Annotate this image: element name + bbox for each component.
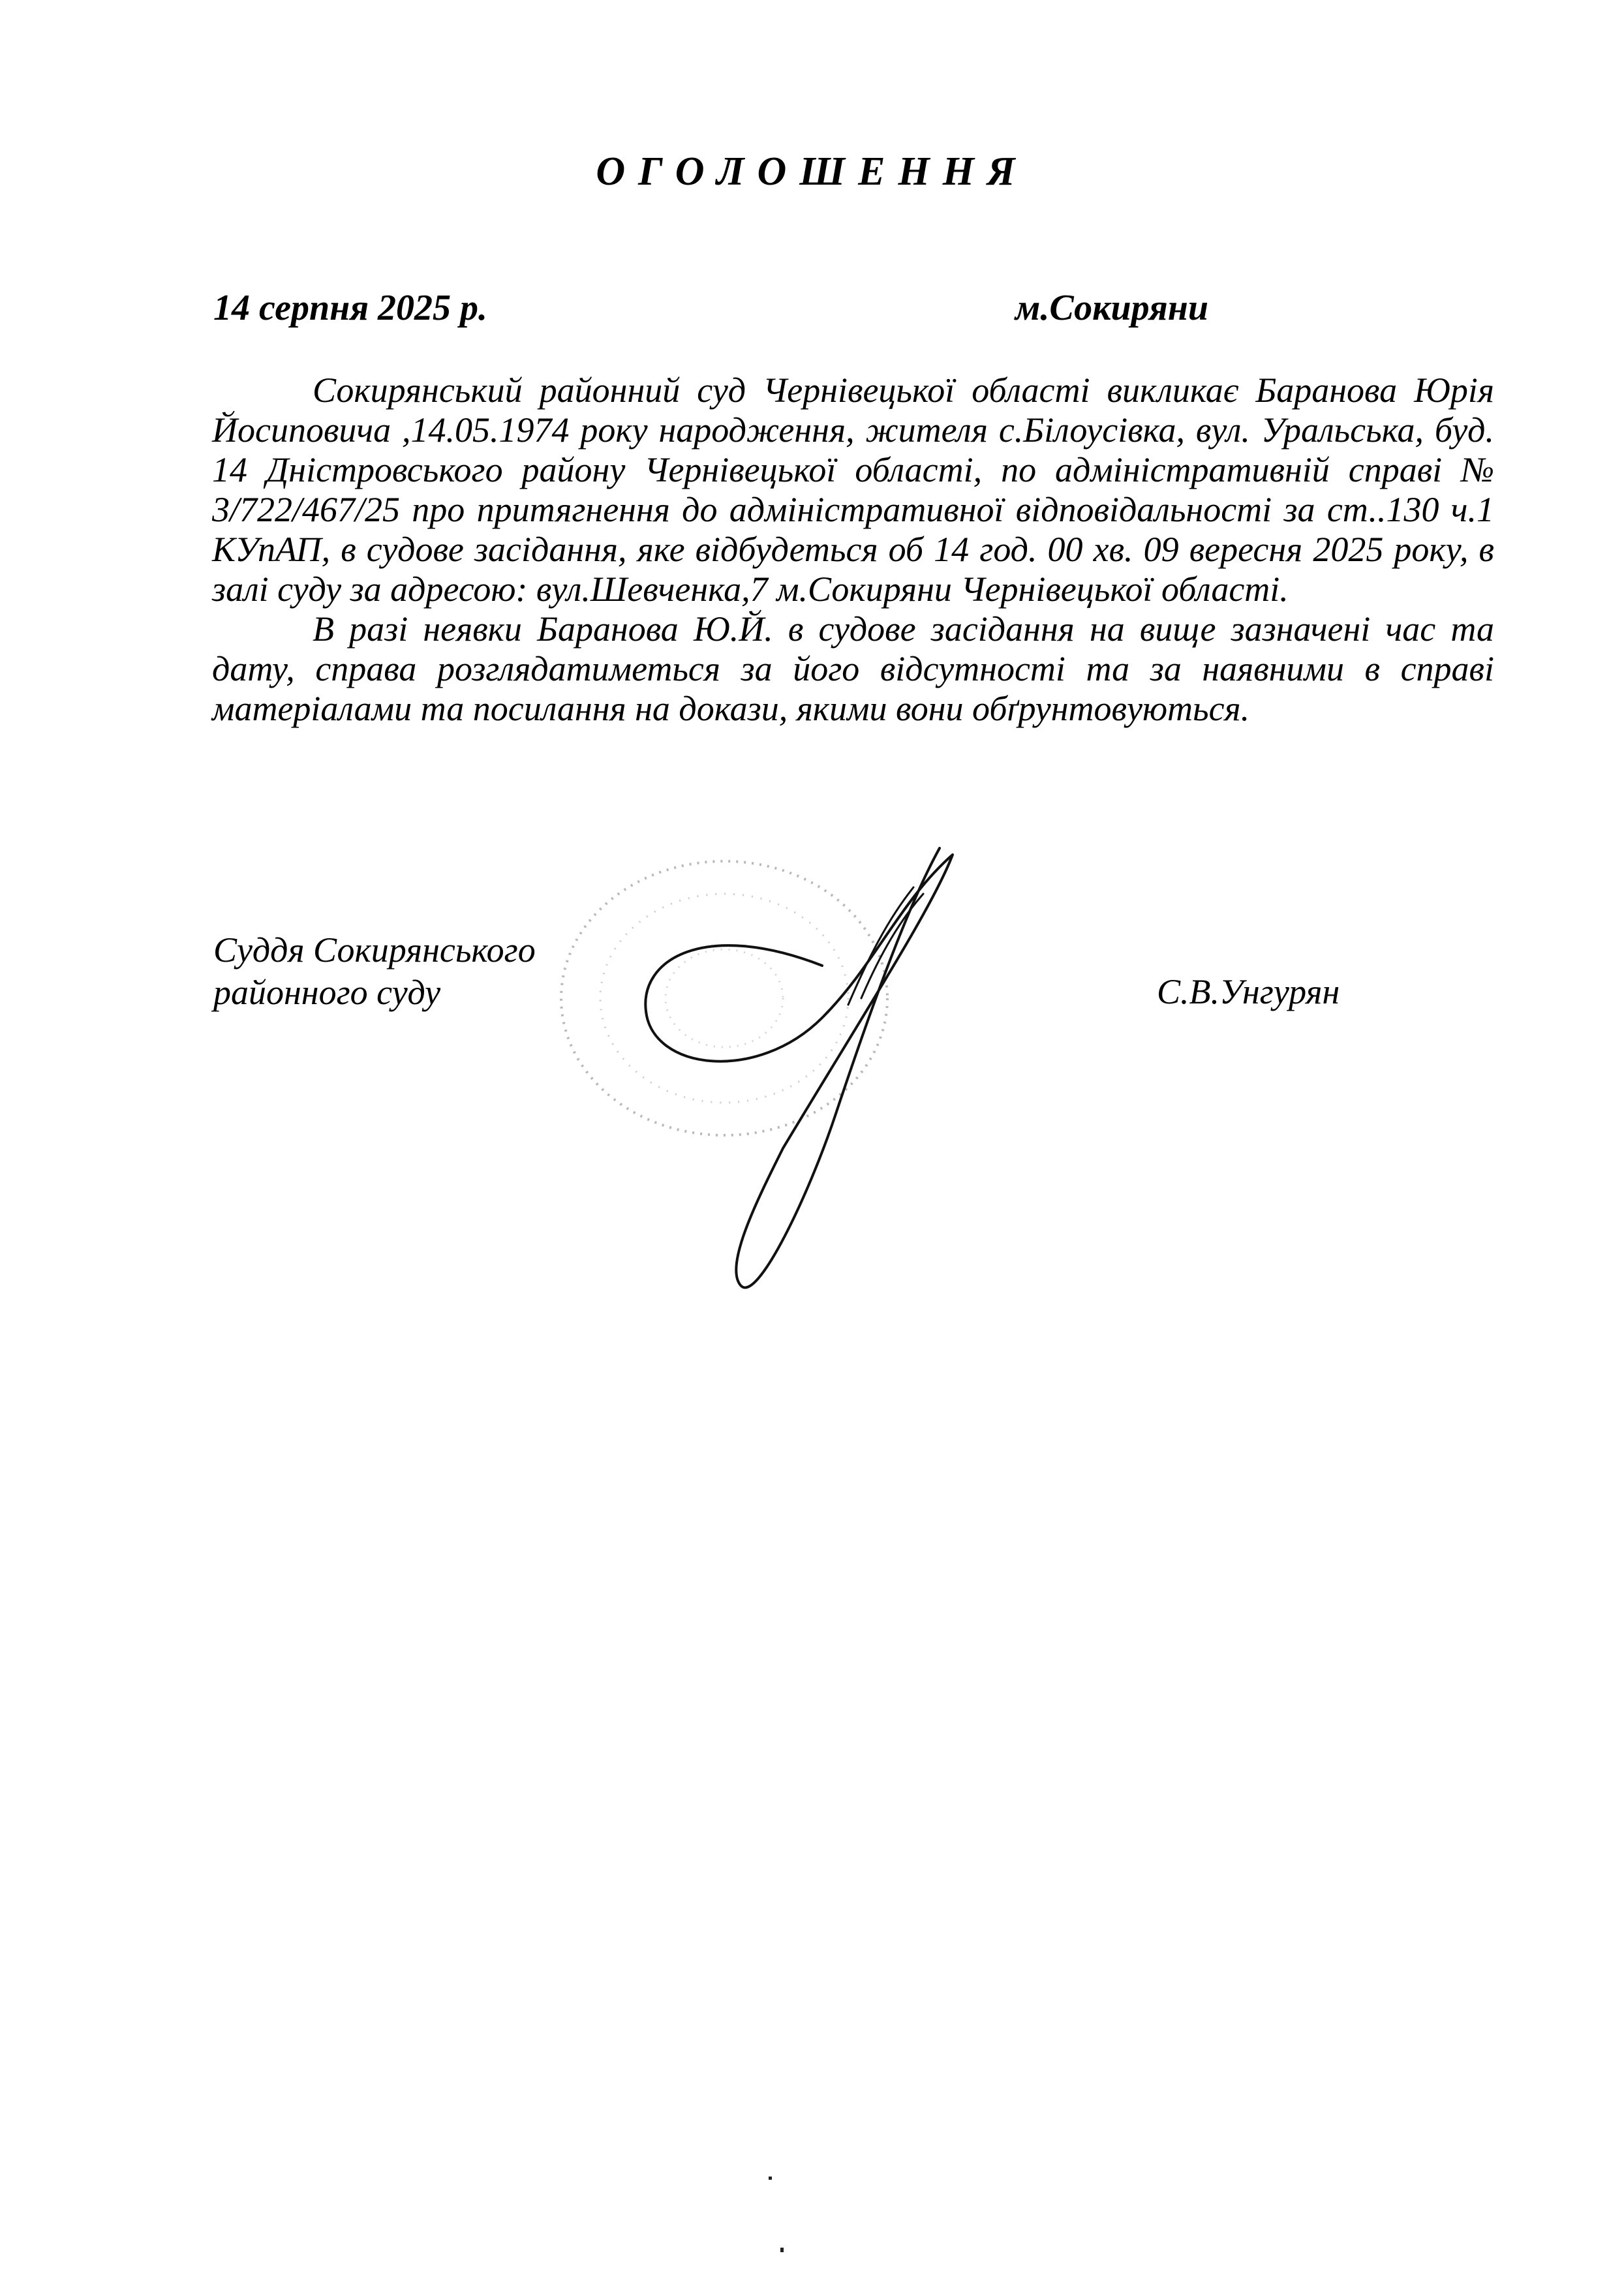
signature-position [213,929,536,1014]
announcement-paragraph: Сокирянський районний суд Чернівецької області викликає Баранова Юрія Йосиповича ,14.05.1974 року народження, жителя с.Білоусівка, вул. Уральська, буд. 14 Дністровського району Чернівецької області, по адміністративній справі № 3/722/467/25 про притягнення до адміністративної відповідальності за ст..130 ч.1 КУпАП, в судове засідання, яке відбудеться об 14 год. 00 хв. 09 вересня 2025 року, в залі суду за адресою: вул.Шевченка,7 м.Сокиряни Чернівецької області. [212,371,1494,609]
announcement-body [212,371,1494,729]
signature-position-line: Суддя Сокирянського [213,930,536,970]
document-date: 14 серпня 2025 р. [213,288,488,328]
scan-speck [769,2177,772,2180]
document-title: ОГОЛОШЕННЯ [596,149,1028,194]
document-place: м.Сокиряни [1015,288,1208,328]
signature-position-line: районного суду [213,973,441,1012]
judge-signature [626,809,992,1292]
scan-speck [780,2248,784,2252]
announcement-paragraph: В разі неявки Баранова Ю.Й. в судове засідання на вище зазначені час та дату, справа розглядатиметься за його відсутності та за наявними в справі матеріалами та посилання на докази, якими вони обґрунтовуються. [212,609,1494,728]
judge-name: С.В.Унгурян [1157,972,1340,1011]
